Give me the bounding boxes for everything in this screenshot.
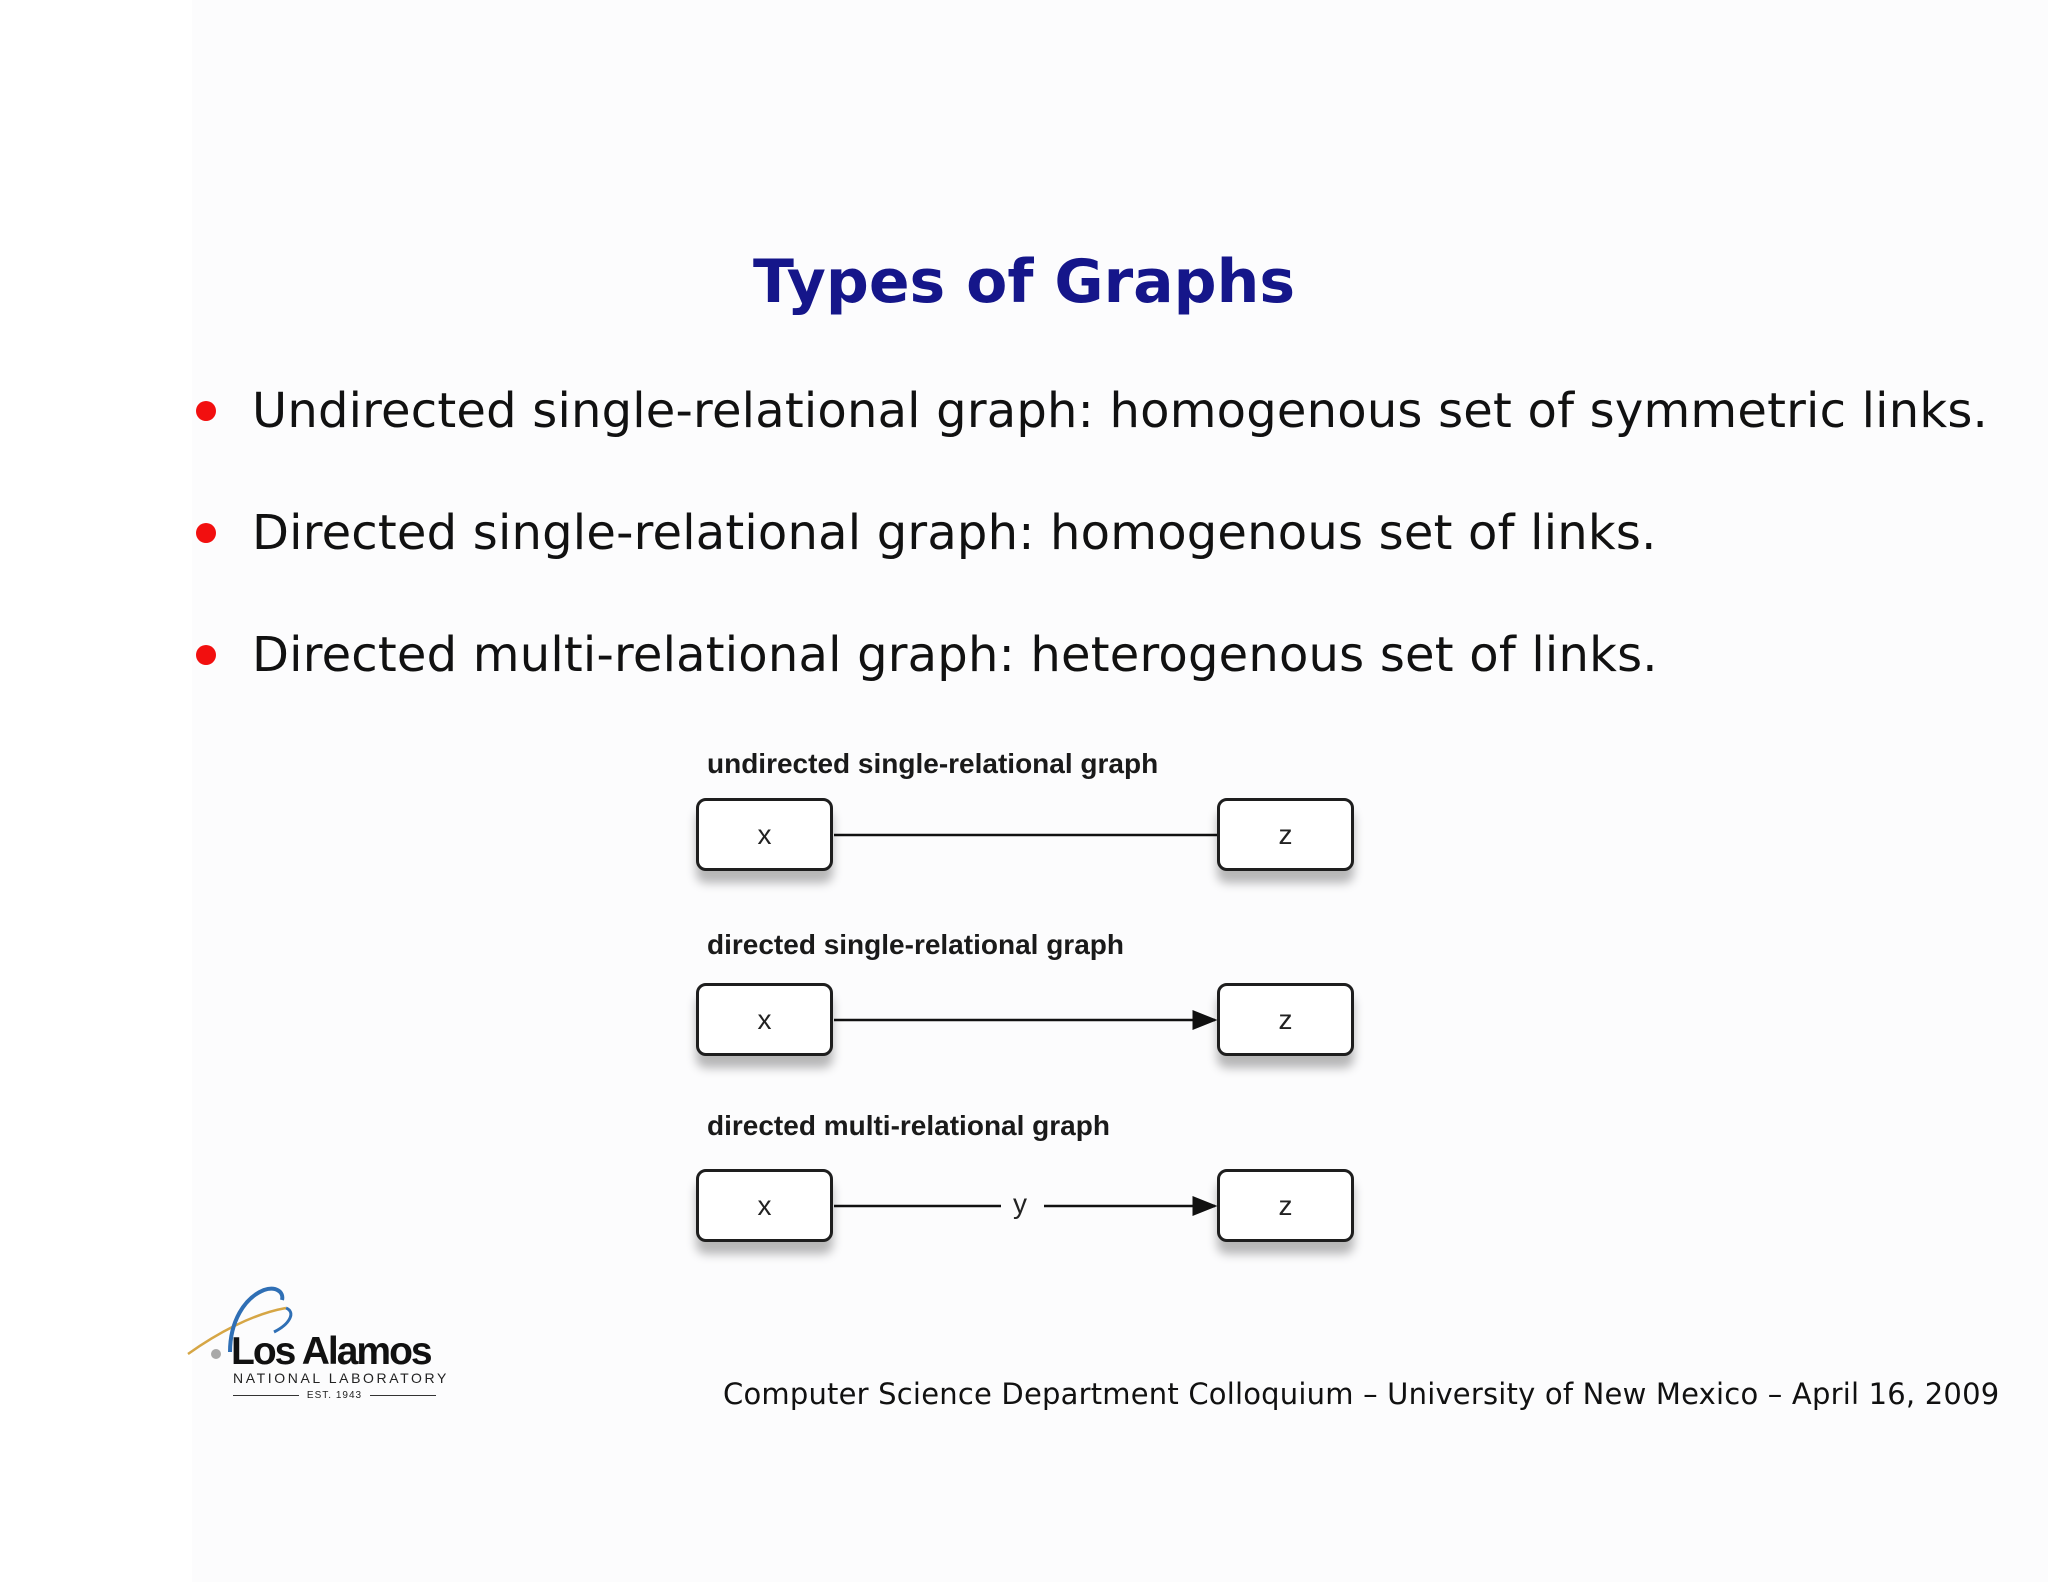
logo-rule bbox=[233, 1395, 299, 1396]
graph-label-directed: directed single-relational graph bbox=[707, 929, 1124, 960]
node-z: z bbox=[1217, 798, 1354, 871]
node-x: x bbox=[696, 798, 833, 871]
node-z: z bbox=[1217, 1169, 1354, 1242]
slide-footer: Computer Science Department Colloquium – University of New Mexico – April 16, 2009 bbox=[723, 1377, 2000, 1411]
bullet-text: Directed single-relational graph: homogenous set of links. bbox=[252, 505, 1657, 561]
node-x: x bbox=[696, 1169, 833, 1242]
logo-name: Los Alamos bbox=[231, 1330, 431, 1373]
node-x: x bbox=[696, 983, 833, 1056]
slide-title: Types of Graphs bbox=[752, 247, 1296, 317]
edge-label-y: y bbox=[1013, 1188, 1027, 1219]
graph-label-multi-relational: directed multi-relational graph bbox=[707, 1110, 1110, 1141]
logo-rule bbox=[370, 1395, 436, 1396]
graph-label-undirected: undirected single-relational graph bbox=[707, 748, 1159, 779]
logo-subtitle: NATIONAL LABORATORY bbox=[233, 1370, 449, 1386]
logo-est-text: EST. 1943 bbox=[306, 1390, 363, 1401]
bullet-text: Undirected single-relational graph: homogenous set of symmetric links. bbox=[252, 383, 1988, 439]
bullet-text: Directed multi-relational graph: heterogenous set of links. bbox=[252, 627, 1658, 683]
node-z: z bbox=[1217, 983, 1354, 1056]
logo-established bbox=[233, 1390, 436, 1401]
los-alamos-logo bbox=[186, 1282, 449, 1412]
